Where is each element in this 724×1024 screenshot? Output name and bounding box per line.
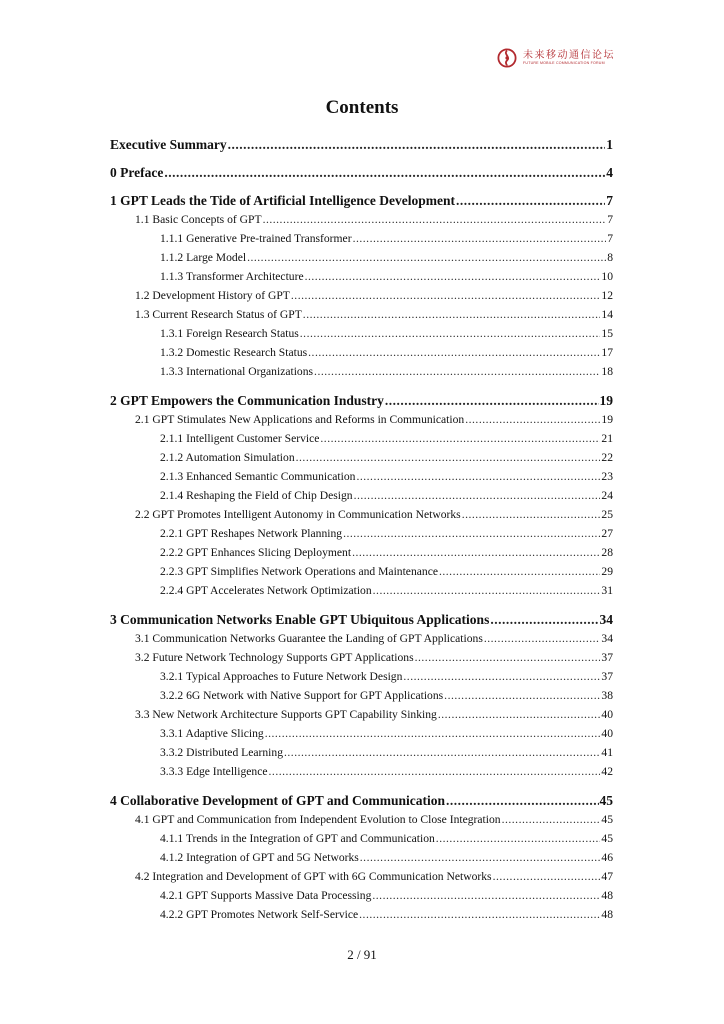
- toc-section-entry[interactable]: [135, 412, 613, 428]
- toc-entry-title: 3.3 New Network Architecture Supports GPT Capability Sinking: [135, 708, 437, 721]
- toc-entry-title: 3.2 Future Network Technology Supports GPT Applications: [135, 651, 414, 664]
- toc-subsection-entry[interactable]: [160, 526, 613, 542]
- toc-entry-title: 2.2 GPT Promotes Intelligent Autonomy in Communication Networks: [135, 508, 461, 521]
- toc-dot-leader: [164, 165, 605, 181]
- toc-dot-leader: [465, 412, 600, 428]
- toc-dot-leader: [462, 507, 601, 523]
- toc-entry-page: 29: [601, 565, 613, 578]
- toc-section-entry[interactable]: [135, 507, 613, 523]
- toc-subsection-entry[interactable]: [160, 450, 613, 466]
- toc-section-entry[interactable]: [135, 650, 613, 666]
- toc-entry-title: 4 Collaborative Development of GPT and Communication: [110, 793, 445, 808]
- toc-entry-page: 25: [601, 508, 613, 521]
- toc-subsection-entry[interactable]: [160, 326, 613, 342]
- toc-dot-leader: [438, 707, 601, 723]
- page-number: 2 / 91: [347, 947, 377, 962]
- toc-section-entry[interactable]: [135, 707, 613, 723]
- toc-dot-leader: [356, 469, 600, 485]
- toc-entry-page: 34: [599, 612, 613, 627]
- toc-entry-title: 1.1 Basic Concepts of GPT: [135, 213, 262, 226]
- toc-entry-title: 2.1.2 Automation Simulation: [160, 451, 295, 464]
- toc-entry-title: 2.2.4 GPT Accelerates Network Optimization: [160, 584, 372, 597]
- toc-entry-page: 37: [601, 651, 613, 664]
- toc-dot-leader: [320, 431, 600, 447]
- logo-chinese-name: 未来移动通信论坛: [523, 50, 615, 61]
- toc-entry-title: 2.2.1 GPT Reshapes Network Planning: [160, 527, 343, 540]
- toc-dot-leader: [284, 745, 600, 761]
- toc-entry-page: 4: [606, 165, 613, 180]
- toc-entry-page: 45: [601, 813, 613, 826]
- toc-dot-leader: [456, 193, 605, 209]
- toc-chapter-entry[interactable]: [110, 193, 613, 209]
- toc-subsection-entry[interactable]: [160, 583, 613, 599]
- toc-entry-page: 45: [601, 832, 613, 845]
- toc-entry-title: 2.1.3 Enhanced Semantic Communication: [160, 470, 356, 483]
- toc-subsection-entry[interactable]: [160, 764, 613, 780]
- toc-entry-page: 27: [601, 527, 613, 540]
- toc-chapter-entry[interactable]: [110, 612, 613, 628]
- toc-entry-page: 14: [601, 308, 613, 321]
- toc-dot-leader: [385, 393, 599, 409]
- toc-entry-page: 31: [601, 584, 613, 597]
- toc-entry-title: 4.2.1 GPT Supports Massive Data Processing: [160, 889, 372, 902]
- toc-entry-title: 2 GPT Empowers the Communication Industry: [110, 393, 384, 408]
- toc-entry-page: 48: [601, 889, 613, 902]
- toc-entry-title: 3.3.1 Adaptive Slicing: [160, 727, 264, 740]
- toc-dot-leader: [415, 650, 601, 666]
- toc-dot-leader: [373, 583, 601, 599]
- toc-entry-title: 4.1.2 Integration of GPT and 5G Networks: [160, 851, 359, 864]
- toc-entry-page: 7: [607, 232, 613, 245]
- toc-entry-title: 2.1.1 Intelligent Customer Service: [160, 432, 320, 445]
- toc-dot-leader: [493, 869, 601, 885]
- toc-subsection-entry[interactable]: [160, 726, 613, 742]
- toc-dot-leader: [308, 345, 600, 361]
- toc-entry-title: 3 Communication Networks Enable GPT Ubiquitous Applications: [110, 612, 490, 627]
- toc-dot-leader: [444, 688, 600, 704]
- toc-subsection-entry[interactable]: [160, 231, 613, 247]
- toc-entry-title: 1.2 Development History of GPT: [135, 289, 290, 302]
- toc-section-entry[interactable]: [135, 812, 613, 828]
- toc-subsection-entry[interactable]: [160, 269, 613, 285]
- toc-entry-title: 3.3.3 Edge Intelligence: [160, 765, 268, 778]
- toc-entry-title: 3.3.2 Distributed Learning: [160, 746, 283, 759]
- toc-dot-leader: [360, 850, 601, 866]
- toc-dot-leader: [352, 545, 600, 561]
- toc-entry-page: 19: [599, 393, 613, 408]
- toc-dot-leader: [446, 793, 599, 809]
- toc-entry-title: 1.1.3 Transformer Architecture: [160, 270, 304, 283]
- toc-entry-page: 18: [601, 365, 613, 378]
- toc-dot-leader: [353, 231, 607, 247]
- toc-entry-title: 1.1.2 Large Model: [160, 251, 247, 264]
- toc-subsection-entry[interactable]: [160, 345, 613, 361]
- toc-dot-leader: [265, 726, 601, 742]
- toc-subsection-entry[interactable]: [160, 888, 613, 904]
- toc-subsection-entry[interactable]: [160, 545, 613, 561]
- toc-subsection-entry[interactable]: [160, 364, 613, 380]
- toc-entry-page: 41: [601, 746, 613, 759]
- toc-entry-title: 3.1 Communication Networks Guarantee the Landing of GPT Applications: [135, 632, 483, 645]
- toc-subsection-entry[interactable]: [160, 469, 613, 485]
- toc-subsection-entry[interactable]: [160, 564, 613, 580]
- toc-dot-leader: [314, 364, 600, 380]
- toc-subsection-entry[interactable]: [160, 907, 613, 923]
- toc-dot-leader: [343, 526, 600, 542]
- toc-entry-page: 8: [607, 251, 613, 264]
- toc-dot-leader: [303, 307, 601, 323]
- toc-subsection-entry[interactable]: [160, 745, 613, 761]
- toc-entry-page: 45: [599, 793, 613, 808]
- toc-dot-leader: [354, 488, 601, 504]
- toc-dot-leader: [291, 288, 601, 304]
- toc-entry-title: 4.2.2 GPT Promotes Network Self-Service: [160, 908, 359, 921]
- toc-dot-leader: [436, 831, 601, 847]
- toc-entry-page: 15: [601, 327, 613, 340]
- toc-entry-title: 1.3.3 International Organizations: [160, 365, 314, 378]
- toc-chapter-entry[interactable]: [110, 793, 613, 809]
- toc-subsection-entry[interactable]: [160, 688, 613, 704]
- toc-entry-title: 4.1 GPT and Communication from Independent Evolution to Close Integration: [135, 813, 501, 826]
- toc-chapter-entry[interactable]: [110, 393, 613, 409]
- toc-dot-leader: [502, 812, 601, 828]
- toc-section-entry[interactable]: [135, 307, 613, 323]
- toc-entry-title: 1.1.1 Generative Pre-trained Transformer: [160, 232, 352, 245]
- toc-entry-title: Executive Summary: [110, 137, 227, 152]
- toc-dot-leader: [300, 326, 601, 342]
- toc-entry-page: 46: [601, 851, 613, 864]
- toc-dot-leader: [490, 612, 598, 628]
- toc-section-entry[interactable]: [135, 869, 613, 885]
- toc-entry-page: 21: [601, 432, 613, 445]
- toc-chapter-entry[interactable]: [110, 137, 613, 153]
- toc-entry-page: 47: [601, 870, 613, 883]
- toc-entry-title: 1 GPT Leads the Tide of Artificial Intelligence Development: [110, 193, 455, 208]
- toc-dot-leader: [247, 250, 606, 266]
- toc-entry-page: 23: [601, 470, 613, 483]
- toc-entry-page: 24: [601, 489, 613, 502]
- toc-entry-page: 37: [601, 670, 613, 683]
- toc-dot-leader: [403, 669, 600, 685]
- toc-subsection-entry[interactable]: [160, 431, 613, 447]
- toc-entry-title: 0 Preface: [110, 165, 164, 180]
- toc-section-entry[interactable]: [135, 288, 613, 304]
- toc-entry-title: 3.2.2 6G Network with Native Support for GPT Applications: [160, 689, 444, 702]
- toc-entry-page: 17: [601, 346, 613, 359]
- toc-dot-leader: [372, 888, 600, 904]
- toc-entry-title: 2.1 GPT Stimulates New Applications and Reforms in Communication: [135, 413, 465, 426]
- toc-dot-leader: [263, 212, 607, 228]
- toc-entry-title: 2.2.3 GPT Simplifies Network Operations and Maintenance: [160, 565, 438, 578]
- toc-entry-page: 7: [606, 193, 613, 208]
- toc-entry-page: 40: [601, 708, 613, 721]
- toc-entry-page: 22: [601, 451, 613, 464]
- toc-entry-title: 1.3.2 Domestic Research Status: [160, 346, 308, 359]
- toc-subsection-entry[interactable]: [160, 250, 613, 266]
- toc-chapter-entry[interactable]: [110, 165, 613, 181]
- toc-entry-page: 34: [601, 632, 613, 645]
- toc-entry-title: 4.1.1 Trends in the Integration of GPT and Communication: [160, 832, 435, 845]
- toc-entry-title: 4.2 Integration and Development of GPT with 6G Communication Networks: [135, 870, 492, 883]
- page-title: Contents: [325, 97, 399, 118]
- toc-dot-leader: [228, 137, 606, 153]
- toc-subsection-entry[interactable]: [160, 850, 613, 866]
- toc-entry-page: 19: [601, 413, 613, 426]
- toc-subsection-entry[interactable]: [160, 831, 613, 847]
- toc-entry-title: 1.3 Current Research Status of GPT: [135, 308, 302, 321]
- toc-entry-title: 3.2.1 Typical Approaches to Future Network Design: [160, 670, 403, 683]
- toc-dot-leader: [484, 631, 601, 647]
- toc-section-entry[interactable]: [135, 212, 613, 228]
- toc-dot-leader: [359, 907, 600, 923]
- toc-entry-page: 40: [601, 727, 613, 740]
- toc-subsection-entry[interactable]: [160, 488, 613, 504]
- toc-entry-title: 2.1.4 Reshaping the Field of Chip Design: [160, 489, 353, 502]
- toc-entry-page: 38: [601, 689, 613, 702]
- toc-entry-page: 1: [606, 137, 613, 152]
- toc-entry-title: 1.3.1 Foreign Research Status: [160, 327, 299, 340]
- toc-dot-leader: [296, 450, 601, 466]
- toc-subsection-entry[interactable]: [160, 669, 613, 685]
- toc-entry-page: 48: [601, 908, 613, 921]
- logo-english-name: FUTURE MOBILE COMMUNICATION FORUM: [523, 61, 605, 65]
- toc-entry-page: 42: [601, 765, 613, 778]
- toc-entry-page: 10: [601, 270, 613, 283]
- toc-dot-leader: [439, 564, 600, 580]
- toc-entry-title: 2.2.2 GPT Enhances Slicing Deployment: [160, 546, 352, 559]
- toc-section-entry[interactable]: [135, 631, 613, 647]
- toc-dot-leader: [305, 269, 601, 285]
- toc-entry-page: 28: [601, 546, 613, 559]
- toc-entry-page: 12: [601, 289, 613, 302]
- toc-dot-leader: [269, 764, 601, 780]
- toc-entry-page: 7: [607, 213, 613, 226]
